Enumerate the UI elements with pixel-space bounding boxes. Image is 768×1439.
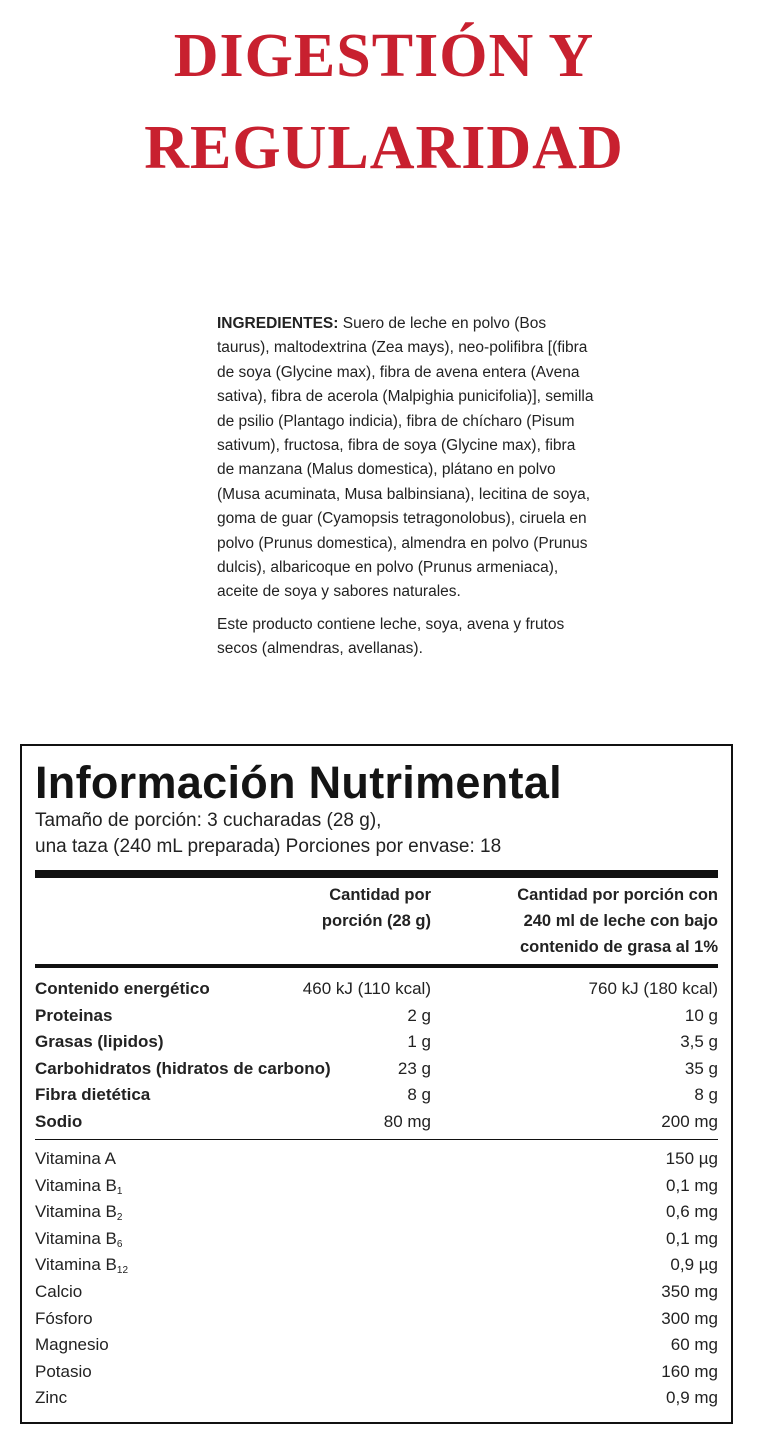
nutrient-name: Magnesio: [35, 1335, 109, 1355]
column-header-per-serving: [231, 882, 431, 934]
value-per-serving: 80 mg: [383, 1111, 431, 1131]
macronutrient-rows: [35, 968, 718, 1139]
micronutrient-rows: [35, 1140, 718, 1412]
product-title: [0, 10, 768, 194]
value-with-milk: 35 g: [684, 1058, 718, 1078]
nutrient-label: [35, 1173, 122, 1199]
value-with-milk: 0,9 mg: [666, 1388, 718, 1408]
nutrient-name: Vitamina B: [35, 1202, 117, 1222]
nutrient-label: Sodio: [35, 1111, 83, 1131]
nutrition-panel: [20, 744, 733, 1424]
ingredients-text: Suero de leche en polvo (Bos taurus), maltodextrina (Zea mays), neo-polifibra [(fibra de soya (Glycine max), fibra de avena entera (Avena sativa), fibra de acerola (Malpighia punicifolia)], semilla de psilio (Plantago indicia), fibra de chícharo (Pisum sativum), fructosa, fibra de soya (Glycine max), fibra de manzana (Malus domestica), plátano en polvo (Musa acuminata, Musa balbinsiana), lecitina de soya, goma de guar (Cyamopsis tetragonolobus), ciruela en polvo (Prunus domestica), almendra en polvo (Prunus dulcis), albaricoque en polvo (Prunus armeniaca), aceite de soya y sabores naturales.: [217, 315, 594, 601]
column-header-with-milk: [453, 882, 718, 960]
nutrient-label: Contenido energético: [35, 979, 210, 998]
vitamin-mineral-row: [35, 1359, 718, 1386]
ingredients-paragraph: [217, 312, 595, 605]
value-with-milk: 160 mg: [661, 1361, 718, 1381]
nutrient-name: Vitamina B: [35, 1228, 117, 1248]
serving-size-line-2: una taza (240 mL preparada) Porciones por envase: 18: [35, 836, 502, 857]
vitamin-mineral-row: [35, 1199, 718, 1226]
nutrient-row: [35, 1109, 718, 1136]
value-with-milk: 200 mg: [661, 1111, 718, 1131]
nutrient-name: Zinc: [35, 1388, 68, 1408]
value-with-milk: 760 kJ (180 kcal): [588, 979, 718, 998]
serving-size-line-1: Tamaño de porción: 3 cucharadas (28 g),: [35, 810, 382, 831]
column-header-with-milk-line-2: 240 ml de leche con bajo: [523, 912, 718, 930]
column-header-with-milk-line-1: Cantidad por porción con: [517, 886, 718, 904]
vitamin-mineral-row: [35, 1173, 718, 1200]
nutrient-name: Vitamina B: [35, 1175, 117, 1195]
nutrient-label: Carbohidratos (hidratos de carbono): [35, 1058, 331, 1078]
nutrient-label: [35, 1252, 128, 1278]
vitamin-mineral-row: [35, 1146, 718, 1173]
nutrient-name: Fósforo: [35, 1308, 93, 1328]
nutrient-name: Potasio: [35, 1361, 92, 1381]
value-with-milk: 300 mg: [661, 1308, 718, 1328]
value-per-serving: 1 g: [407, 1032, 431, 1051]
nutrient-label: Grasas (lipidos): [35, 1032, 164, 1051]
ingredients-block: [217, 312, 595, 662]
nutrition-title: Información Nutrimental: [35, 757, 562, 808]
title-line-1: DIGESTIÓN Y: [173, 22, 595, 90]
nutrient-subscript: 2: [116, 1212, 123, 1224]
value-per-serving: 23 g: [397, 1058, 431, 1078]
column-headers: [35, 878, 718, 964]
vitamin-mineral-row: [35, 1279, 718, 1306]
vitamin-mineral-row: [35, 1332, 718, 1359]
value-with-milk: 0,1 mg: [666, 1228, 718, 1248]
nutrient-label: [35, 1226, 122, 1252]
nutrient-label: [35, 1306, 93, 1332]
value-with-milk: 0,1 mg: [666, 1175, 718, 1195]
nutrient-label: Fibra dietética: [35, 1085, 151, 1104]
nutrient-label: [35, 1359, 92, 1385]
value-with-milk: 10 g: [684, 1005, 718, 1025]
value-with-milk: 150 µg: [665, 1149, 718, 1168]
nutrient-name: Vitamina B: [35, 1255, 117, 1275]
vitamin-mineral-row: [35, 1252, 718, 1279]
value-with-milk: 3,5 g: [680, 1032, 718, 1051]
nutrient-subscript: 1: [116, 1185, 123, 1197]
allergen-statement: Este producto contiene leche, soya, avena y frutos secos (almendras, avellanas).: [217, 615, 565, 658]
nutrient-label: [35, 1279, 82, 1305]
nutrient-row: [35, 1082, 718, 1109]
nutrient-row: [35, 1029, 718, 1056]
value-with-milk: 8 g: [694, 1085, 718, 1104]
nutrient-label: [35, 1199, 122, 1225]
value-per-serving: 460 kJ (110 kcal): [302, 979, 431, 998]
column-header-with-milk-line-3: contenido de grasa al 1%: [519, 938, 718, 956]
nutrient-subscript: 12: [116, 1265, 129, 1277]
ingredients-label: INGREDIENTES:: [217, 315, 339, 332]
nutrient-row: [35, 1056, 718, 1083]
column-header-per-serving-line-1: Cantidad por: [329, 886, 431, 904]
divider-thick: [35, 870, 718, 878]
vitamin-mineral-row: [35, 1385, 718, 1412]
vitamin-mineral-row: [35, 1226, 718, 1253]
nutrient-name: Calcio: [35, 1281, 83, 1301]
nutrient-label: [35, 1385, 67, 1411]
column-header-per-serving-line-2: porción (28 g): [321, 912, 431, 930]
value-with-milk: 60 mg: [670, 1335, 718, 1355]
value-per-serving: 8 g: [407, 1085, 431, 1104]
value-per-serving: 2 g: [407, 1005, 431, 1025]
nutrient-label: Proteinas: [35, 1005, 113, 1025]
nutrient-label: [35, 1146, 116, 1172]
value-with-milk: 0,9 µg: [670, 1255, 718, 1275]
nutrient-row: [35, 1003, 718, 1030]
nutrient-subscript: 6: [116, 1238, 123, 1250]
title-line-2: REGULARIDAD: [144, 114, 624, 182]
nutrient-row: [35, 976, 718, 1003]
nutrient-label: [35, 1332, 109, 1358]
nutrient-name: Vitamina A: [35, 1149, 116, 1168]
value-with-milk: 350 mg: [661, 1281, 718, 1301]
vitamin-mineral-row: [35, 1306, 718, 1333]
value-with-milk: 0,6 mg: [666, 1202, 718, 1222]
